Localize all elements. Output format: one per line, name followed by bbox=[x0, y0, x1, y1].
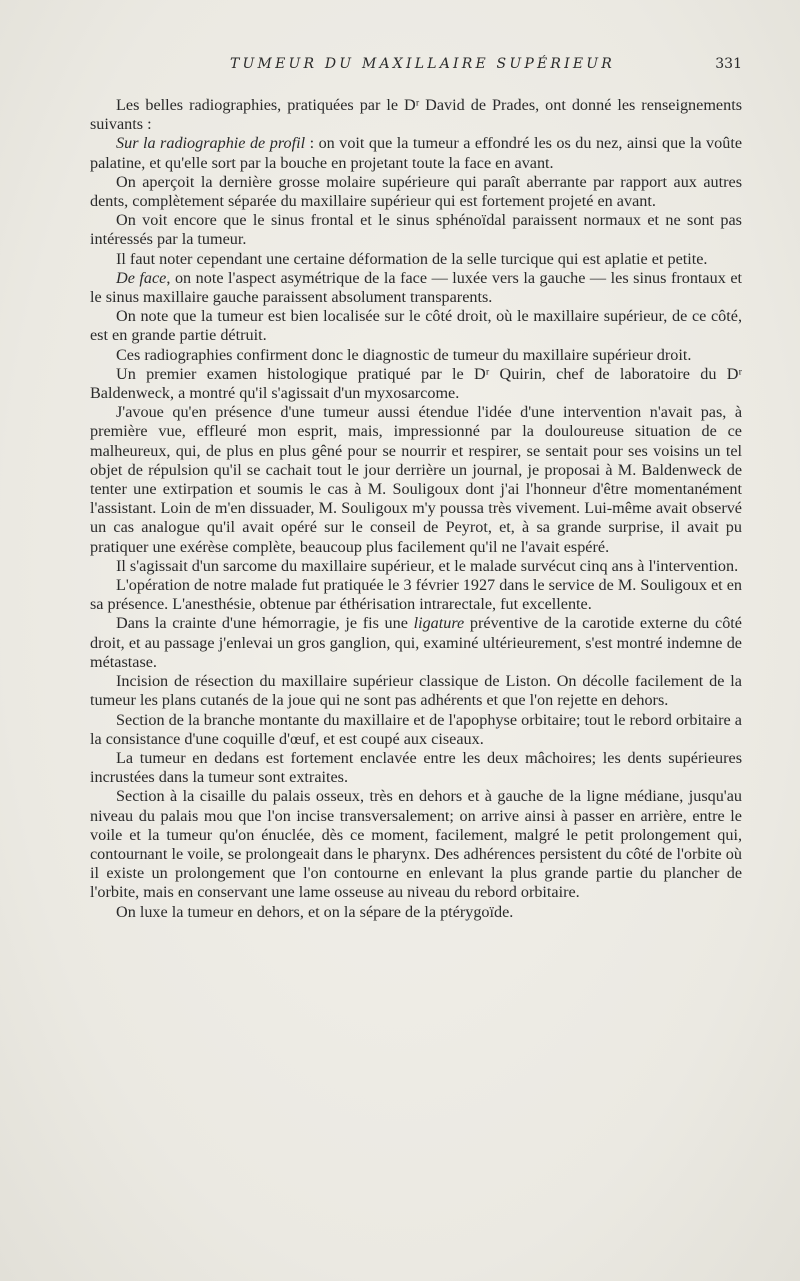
paragraph: Dans la crainte d'une hémorragie, je fis une ligature préventive de la carotide externe du côté droit, et au passage j'enlevai un gros ganglion, qui, examiné ultérieurement, s'est montré indemne de métastase. bbox=[90, 614, 742, 671]
paragraph: La tumeur en dedans est fortement enclavée entre les deux mâchoires; les dents supérieures incrustées dans la tumeur sont extraites. bbox=[90, 748, 742, 787]
paragraph: Section à la cisaille du palais osseux, très en dehors et à gauche de la ligne médiane, jusqu'au niveau du palais mou que l'on incise transversalement; on arrive ainsi à passer en arrière, entre le voile et la tumeur qu'on énuclée, dès ce moment, facilement, malgré le petit prolongement qui, contournant le voile, se prolongeait dans le pharynx. Des adhérences persistent du côté de l'orbite où il existe un prolongement que l'on contourne en enlevant la plus grande partie du plancher de l'orbite, mais en conservant une lame osseuse au niveau du rebord orbitaire. bbox=[90, 787, 742, 902]
paragraph: Incision de résection du maxillaire supérieur classique de Liston. On décolle facilement de la tumeur les plans cutanés de la joue qui ne sont pas adhérents et que l'on rejette en dehors. bbox=[90, 672, 742, 710]
paragraph: Il faut noter cependant une certaine déformation de la selle turcique qui est aplatie et petite. bbox=[116, 249, 708, 268]
paragraph: Il s'agissait d'un sarcome du maxillaire supérieur, et le malade survécut cinq ans à l'intervention. bbox=[116, 556, 739, 575]
paragraph: Sur la radiographie de profil : on voit que la tumeur a effondré les os du nez, ainsi que la voûte palatine, et qu'elle sort par la bouche en projetant toute la face en avant. bbox=[90, 134, 742, 172]
paragraph: On aperçoit la dernière grosse molaire supérieure qui paraît aberrante par rapport aux autres dents, complètement séparée du maxillaire supérieur qui est fortement projeté en avant. bbox=[90, 172, 742, 211]
paragraph: L'opération de notre malade fut pratiquée le 3 février 1927 dans le service de M. Souligoux et en sa présence. L'anesthésie, obtenue par éthérisation intrarectale, fut excellente. bbox=[90, 576, 742, 614]
paragraph: De face, on note l'aspect asymétrique de la face — luxée vers la gauche — les sinus frontaux et le sinus maxillaire gauche paraissent absolument transparents. bbox=[90, 268, 743, 307]
paragraph: Un premier examen histologique pratiqué par le Dʳ Quirin, chef de laboratoire du Dʳ Baldenweck, a montré qu'il s'agissait d'un myxosarcome. bbox=[90, 364, 742, 403]
italic-lead: De face bbox=[116, 268, 167, 287]
paragraph: J'avoue qu'en présence d'une tumeur aussi étendue l'idée d'une intervention n'avait pas, à première vue, effleuré mon esprit, mais, impressionné par la douloureuse situation de ce malheureux, qui, de plus en plus gêné pour se nourrir et respirer, se sentait pour ses voisins un tel objet de répulsion qu'il se cachait tout le jour derrière un journal, je proposai à M. Baldenweck de tenter une extirpation et soumis le cas à M. Souligoux dont j'ai l'honneur d'être momentanément l'assistant. Loin de m'en dissuader, M. Souligoux m'y poussa très vivement. Lui-même avait observé un cas analogue qu'il avait opéré sur le conseil de Peyrot, et, à sa grande surprise, il avait pu pratiquer une exérèse complète, beaucoup plus facilement qu'il ne l'avait espéré. bbox=[90, 403, 742, 556]
paragraph: Les belles radiographies, pratiquées par le Dʳ David de Prades, ont donné les renseignements suivants : bbox=[90, 96, 742, 134]
paragraph: Ces radiographies confirment donc le diagnostic de tumeur du maxillaire supérieur droit. bbox=[116, 345, 692, 364]
page-header bbox=[110, 56, 742, 78]
body-text bbox=[90, 96, 742, 922]
paragraph: On luxe la tumeur en dehors, et on la sépare de la ptérygoïde. bbox=[116, 902, 514, 921]
running-title: TUMEUR DU MAXILLAIRE SUPÉRIEUR bbox=[230, 56, 616, 72]
italic-lead: Sur la radiographie de profil bbox=[116, 134, 306, 153]
paragraph: On voit encore que le sinus frontal et le sinus sphénoïdal paraissent normaux et ne sont pas intéressés par la tumeur. bbox=[90, 211, 742, 249]
paragraph: On note que la tumeur est bien localisée sur le côté droit, où le maxillaire supérieur, de ce côté, est en grande partie détruit. bbox=[90, 307, 742, 345]
paragraph: Section de la branche montante du maxillaire et de l'apophyse orbitaire; tout le rebord orbitaire a la consistance d'une coquille d'œuf, et est coupé aux ciseaux. bbox=[90, 710, 742, 748]
page-number: 331 bbox=[715, 56, 742, 72]
italic-word: ligature bbox=[413, 614, 465, 633]
